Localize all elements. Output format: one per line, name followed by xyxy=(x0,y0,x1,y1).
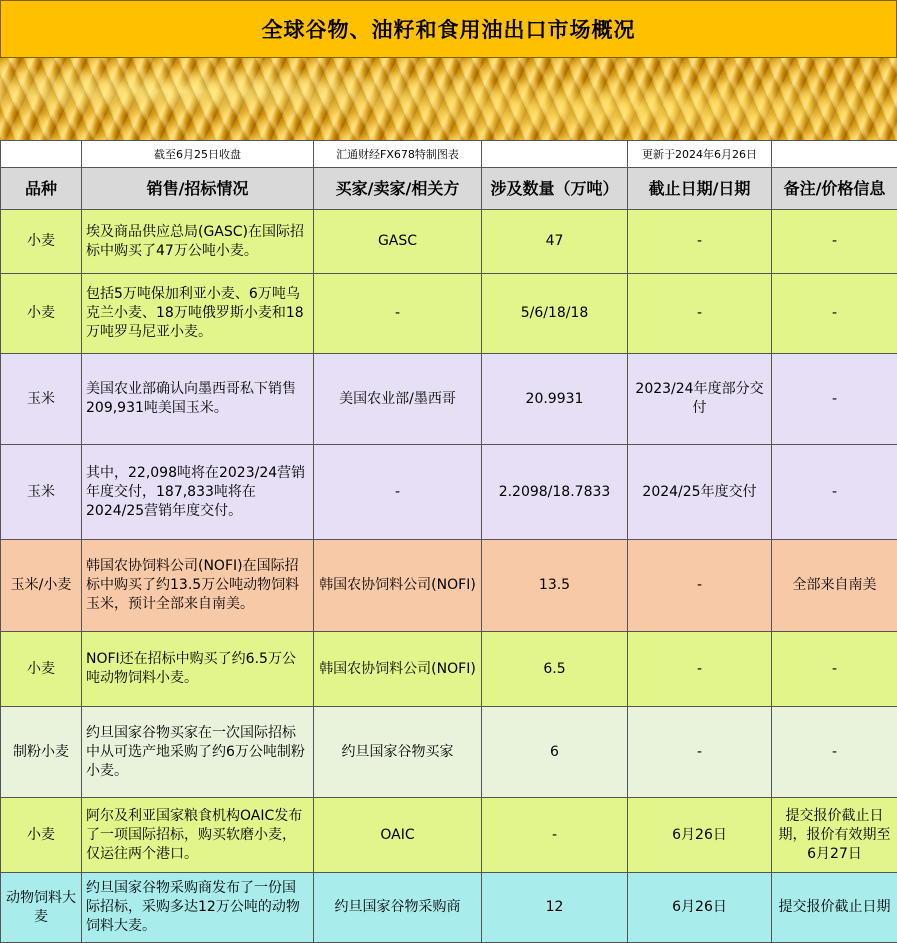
party-cell: - xyxy=(314,274,482,354)
table-row xyxy=(1,210,897,274)
date-cell: 6月26日 xyxy=(628,873,772,943)
party-cell: 韩国农协饲料公司(NOFI) xyxy=(314,632,482,707)
col-header-variety: 品种 xyxy=(1,168,82,210)
table-row xyxy=(1,632,897,707)
qty-cell: 6.5 xyxy=(482,632,628,707)
desc-cell: 美国农业部确认向墨西哥私下销售209,931吨美国玉米。 xyxy=(82,354,314,445)
table-row xyxy=(1,873,897,943)
variety-cell: 玉米 xyxy=(1,445,82,540)
qty-cell: 13.5 xyxy=(482,540,628,632)
col-header-desc: 销售/招标情况 xyxy=(82,168,314,210)
date-cell: 6月26日 xyxy=(628,798,772,873)
party-cell: 美国农业部/墨西哥 xyxy=(314,354,482,445)
date-cell: 2024/25年度交付 xyxy=(628,445,772,540)
party-cell: 约旦国家谷物采购商 xyxy=(314,873,482,943)
party-cell: - xyxy=(314,445,482,540)
variety-cell: 小麦 xyxy=(1,798,82,873)
variety-cell: 小麦 xyxy=(1,274,82,354)
note-cell: - xyxy=(772,445,897,540)
date-cell: - xyxy=(628,632,772,707)
variety-cell: 玉米 xyxy=(1,354,82,445)
party-cell: 韩国农协饲料公司(NOFI) xyxy=(314,540,482,632)
col-header-qty: 涉及数量（万吨） xyxy=(482,168,628,210)
desc-cell: 埃及商品供应总局(GASC)在国际招标中购买了47万公吨小麦。 xyxy=(82,210,314,274)
date-cell: 2023/24年度部分交付 xyxy=(628,354,772,445)
qty-cell: 47 xyxy=(482,210,628,274)
table-row xyxy=(1,354,897,445)
note-cell: - xyxy=(772,632,897,707)
variety-cell: 玉米/小麦 xyxy=(1,540,82,632)
note-cell: - xyxy=(772,707,897,798)
note-cell: 提交报价截止日期 xyxy=(772,873,897,943)
note-cell: 全部来自南美 xyxy=(772,540,897,632)
table-row xyxy=(1,707,897,798)
date-cell: - xyxy=(628,707,772,798)
date-cell: - xyxy=(628,210,772,274)
desc-cell: 阿尔及利亚国家粮食机构OAIC发布了一项国际招标，购买软磨小麦，仅运往两个港口。 xyxy=(82,798,314,873)
table-row xyxy=(1,540,897,632)
export-market-table xyxy=(0,140,897,943)
note-cell: - xyxy=(772,210,897,274)
title-bar xyxy=(0,0,897,58)
qty-cell: 5/6/18/18 xyxy=(482,274,628,354)
party-cell: 约旦国家谷物买家 xyxy=(314,707,482,798)
note-cell: - xyxy=(772,274,897,354)
variety-cell: 动物饲料大麦 xyxy=(1,873,82,943)
desc-cell: NOFI还在招标中购买了约6.5万公吨动物饲料小麦。 xyxy=(82,632,314,707)
qty-cell: 12 xyxy=(482,873,628,943)
table-row xyxy=(1,274,897,354)
table-row xyxy=(1,798,897,873)
source-note: 汇通财经FX678特制图表 xyxy=(314,141,482,168)
meta-empty-cell xyxy=(772,141,897,168)
wheat-banner-image xyxy=(0,58,897,140)
header-row xyxy=(1,168,897,210)
page-title: 全球谷物、油籽和食用油出口市场概况 xyxy=(262,14,636,44)
note-cell: 提交报价截止日期，报价有效期至6月27日 xyxy=(772,798,897,873)
banner-texture xyxy=(0,58,897,140)
variety-cell: 制粉小麦 xyxy=(1,707,82,798)
desc-cell: 约旦国家谷物采购商发布了一份国际招标，采购多达12万公吨的动物饲料大麦。 xyxy=(82,873,314,943)
col-header-date: 截止日期/日期 xyxy=(628,168,772,210)
update-note: 更新于2024年6月26日 xyxy=(628,141,772,168)
desc-cell: 包括5万吨保加利亚小麦、6万吨乌克兰小麦、18万吨俄罗斯小麦和18万吨罗马尼亚小麦。 xyxy=(82,274,314,354)
variety-cell: 小麦 xyxy=(1,210,82,274)
note-cell: - xyxy=(772,354,897,445)
desc-cell: 其中，22,098吨将在2023/24营销年度交付，187,833吨将在2024/25营销年度交付。 xyxy=(82,445,314,540)
variety-cell: 小麦 xyxy=(1,632,82,707)
col-header-note: 备注/价格信息 xyxy=(772,168,897,210)
qty-cell: - xyxy=(482,798,628,873)
close-note: 截至6月25日收盘 xyxy=(82,141,314,168)
party-cell: OAIC xyxy=(314,798,482,873)
col-header-party: 买家/卖家/相关方 xyxy=(314,168,482,210)
qty-cell: 2.2098/18.7833 xyxy=(482,445,628,540)
desc-cell: 约旦国家谷物买家在一次国际招标中从可选产地采购了约6万公吨制粉小麦。 xyxy=(82,707,314,798)
meta-empty-cell xyxy=(482,141,628,168)
desc-cell: 韩国农协饲料公司(NOFI)在国际招标中购买了约13.5万公吨动物饲料玉米，预计全部来自南美。 xyxy=(82,540,314,632)
table-row xyxy=(1,445,897,540)
party-cell: GASC xyxy=(314,210,482,274)
meta-empty-cell xyxy=(1,141,82,168)
date-cell: - xyxy=(628,540,772,632)
date-cell: - xyxy=(628,274,772,354)
qty-cell: 20.9931 xyxy=(482,354,628,445)
meta-row xyxy=(1,141,897,168)
qty-cell: 6 xyxy=(482,707,628,798)
